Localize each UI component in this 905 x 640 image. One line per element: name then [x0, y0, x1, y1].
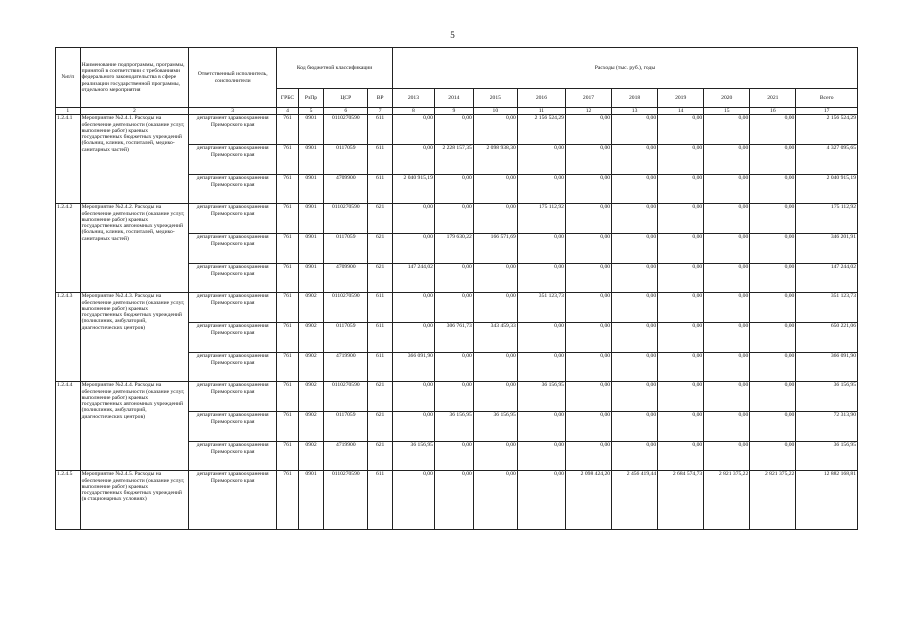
amount-cell: 0,00 [612, 382, 658, 412]
amount-cell: 36 156,95 [392, 442, 434, 471]
measure-number: 1.2.4.1 [56, 115, 81, 204]
rzpr-cell: 0902 [298, 412, 324, 442]
amount-cell: 0,00 [517, 264, 565, 293]
amount-cell: 0,00 [612, 353, 658, 382]
subheader-4: ВР [368, 89, 393, 108]
amount-cell: 0,00 [658, 145, 704, 175]
measure-name: Мероприятие №2.4.3. Расходы на обеспечение деятельности (оказание услуг, выполнение работ) краевых государственных бюджетных учреждений (поликлиник, амбулаторий, диагностических центров) [80, 293, 189, 382]
column-number-row [56, 108, 858, 115]
amount-cell: 650 221,06 [796, 323, 858, 353]
subheader-13: 2021 [750, 89, 796, 108]
amount-cell: 175 112,92 [517, 204, 565, 234]
amount-cell: 0,00 [750, 175, 796, 204]
amount-cell: 0,00 [565, 115, 611, 145]
amount-cell: 0,00 [612, 264, 658, 293]
amount-cell: 0,00 [434, 353, 473, 382]
amount-cell: 0,00 [392, 412, 434, 442]
executor-cell: департамент здравоохранения Приморского края [189, 175, 277, 204]
amount-cell: 0,00 [517, 145, 565, 175]
amount-cell: 0,00 [565, 234, 611, 264]
measure-number: 1.2.4.4 [56, 382, 81, 471]
vr-cell: 611 [368, 115, 393, 145]
amount-cell: 0,00 [392, 145, 434, 175]
amount-cell: 0,00 [392, 204, 434, 234]
executor-cell: департамент здравоохранения Приморского края [189, 323, 277, 353]
vr-cell: 621 [368, 412, 393, 442]
rzpr-cell: 0902 [298, 323, 324, 353]
amount-cell: 2 098 424,20 [565, 471, 611, 530]
rzpr-cell: 0901 [298, 175, 324, 204]
vr-cell: 621 [368, 382, 393, 412]
subheader-2: РзПр [298, 89, 324, 108]
rzpr-cell: 0901 [298, 471, 324, 530]
amount-cell: 0,00 [704, 412, 750, 442]
csr-cell: 0110270590 [324, 382, 368, 412]
amount-cell: 0,00 [565, 382, 611, 412]
col-header-num: №п/п [56, 48, 81, 108]
col-header-executor: Ответственный исполнитель, соисполнители [189, 48, 277, 108]
table-row [56, 382, 858, 412]
amount-cell: 0,00 [565, 264, 611, 293]
amount-cell: 2 821 375,22 [750, 471, 796, 530]
executor-cell: департамент здравоохранения Приморского края [189, 234, 277, 264]
amount-cell: 0,00 [473, 382, 517, 412]
column-number-5: 5 [298, 108, 324, 115]
amount-cell: 0,00 [434, 293, 473, 323]
table-row [56, 115, 858, 145]
amount-cell: 0,00 [658, 175, 704, 204]
amount-cell: 147 244,02 [392, 264, 434, 293]
amount-cell: 0,00 [392, 234, 434, 264]
executor-cell: департамент здравоохранения Приморского края [189, 412, 277, 442]
subheader-8: 2016 [517, 89, 565, 108]
amount-cell: 0,00 [704, 442, 750, 471]
column-number-4: 4 [277, 108, 299, 115]
column-number-9: 9 [434, 108, 473, 115]
amount-cell: 2 228 157,35 [434, 145, 473, 175]
column-number-7: 7 [368, 108, 393, 115]
subheader-7: 2015 [473, 89, 517, 108]
subheader-1: ГРБС [277, 89, 299, 108]
amount-cell: 0,00 [565, 175, 611, 204]
executor-cell: департамент здравоохранения Приморского края [189, 204, 277, 234]
amount-cell: 0,00 [473, 353, 517, 382]
amount-cell: 0,00 [704, 175, 750, 204]
amount-cell: 0,00 [434, 382, 473, 412]
amount-cell: 36 156,95 [796, 442, 858, 471]
amount-cell: 351 123,73 [517, 293, 565, 323]
amount-cell: 0,00 [434, 264, 473, 293]
amount-cell: 346 201,91 [796, 234, 858, 264]
grbs-cell: 761 [277, 175, 299, 204]
amount-cell: 2 156 524,29 [517, 115, 565, 145]
amount-cell: 0,00 [750, 234, 796, 264]
col-header-expenses: Расходы (тыс. руб.), годы [392, 48, 857, 89]
csr-cell: 4719900 [324, 442, 368, 471]
amount-cell: 0,00 [704, 382, 750, 412]
amount-cell: 0,00 [750, 412, 796, 442]
column-number-8: 8 [392, 108, 434, 115]
amount-cell: 0,00 [434, 175, 473, 204]
amount-cell: 0,00 [434, 115, 473, 145]
amount-cell: 0,00 [750, 442, 796, 471]
amount-cell: 0,00 [658, 442, 704, 471]
amount-cell: 0,00 [750, 204, 796, 234]
csr-cell: 4709900 [324, 175, 368, 204]
amount-cell: 2 156 524,29 [796, 115, 858, 145]
amount-cell: 72 313,90 [796, 412, 858, 442]
amount-cell: 2 040 915,19 [796, 175, 858, 204]
amount-cell: 0,00 [612, 442, 658, 471]
subheader-5: 2013 [392, 89, 434, 108]
csr-cell: 0110270590 [324, 204, 368, 234]
grbs-cell: 761 [277, 412, 299, 442]
executor-cell: департамент здравоохранения Приморского края [189, 353, 277, 382]
amount-cell: 2 456 419,44 [612, 471, 658, 530]
rzpr-cell: 0901 [298, 264, 324, 293]
column-number-16: 16 [750, 108, 796, 115]
executor-cell: департамент здравоохранения Приморского края [189, 442, 277, 471]
measure-number: 1.2.4.3 [56, 293, 81, 382]
amount-cell: 0,00 [612, 234, 658, 264]
amount-cell: 0,00 [434, 442, 473, 471]
subheader-3: ЦСР [324, 89, 368, 108]
amount-cell: 36 156,95 [473, 412, 517, 442]
amount-cell: 0,00 [704, 115, 750, 145]
amount-cell: 36 156,95 [796, 382, 858, 412]
grbs-cell: 761 [277, 264, 299, 293]
amount-cell: 0,00 [565, 204, 611, 234]
amount-cell: 0,00 [517, 442, 565, 471]
measure-name: Мероприятие №2.4.4. Расходы на обеспечение деятельности (оказание услуг, выполнение работ) краевых государственных автономных учреждений (поликлиник, амбулаторий, диагностических центров) [80, 382, 189, 471]
amount-cell: 2 098 938,30 [473, 145, 517, 175]
amount-cell: 0,00 [612, 115, 658, 145]
amount-cell: 0,00 [704, 145, 750, 175]
amount-cell: 0,00 [658, 353, 704, 382]
column-number-15: 15 [704, 108, 750, 115]
csr-cell: 4719900 [324, 353, 368, 382]
column-number-11: 11 [517, 108, 565, 115]
grbs-cell: 761 [277, 353, 299, 382]
amount-cell: 0,00 [750, 382, 796, 412]
vr-cell: 611 [368, 323, 393, 353]
amount-cell: 0,00 [750, 115, 796, 145]
subheader-10: 2018 [612, 89, 658, 108]
amount-cell: 351 123,73 [796, 293, 858, 323]
amount-cell: 0,00 [392, 115, 434, 145]
column-number-3: 3 [189, 108, 277, 115]
column-number-12: 12 [565, 108, 611, 115]
amount-cell: 0,00 [517, 412, 565, 442]
amount-cell: 0,00 [392, 382, 434, 412]
csr-cell: 0117059 [324, 145, 368, 175]
amount-cell: 0,00 [473, 175, 517, 204]
amount-cell: 0,00 [658, 204, 704, 234]
grbs-cell: 761 [277, 293, 299, 323]
grbs-cell: 761 [277, 471, 299, 530]
subheader-11: 2019 [658, 89, 704, 108]
rzpr-cell: 0901 [298, 234, 324, 264]
vr-cell: 621 [368, 442, 393, 471]
executor-cell: департамент здравоохранения Приморского края [189, 293, 277, 323]
rzpr-cell: 0901 [298, 204, 324, 234]
amount-cell: 2 040 915,19 [392, 175, 434, 204]
column-number-14: 14 [658, 108, 704, 115]
amount-cell: 0,00 [658, 382, 704, 412]
executor-cell: департамент здравоохранения Приморского края [189, 115, 277, 145]
amount-cell: 36 156,95 [434, 412, 473, 442]
col-header-name: Наименование подпрограммы, программы, принятой в соответствии с требованиями федерального законодательства в сфере реализации государственной программы, отдельного мероприятия [80, 48, 189, 108]
amount-cell: 12 882 168,81 [796, 471, 858, 530]
measure-number: 1.2.4.2 [56, 204, 81, 293]
amount-cell: 0,00 [392, 323, 434, 353]
measure-number: 1.2.4.5 [56, 471, 81, 530]
budget-table [55, 47, 858, 530]
column-number-1: 1 [56, 108, 81, 115]
amount-cell: 0,00 [517, 323, 565, 353]
amount-cell: 0,00 [658, 115, 704, 145]
amount-cell: 0,00 [658, 234, 704, 264]
subheader-9: 2017 [565, 89, 611, 108]
csr-cell: 0110270590 [324, 115, 368, 145]
amount-cell: 36 156,95 [517, 382, 565, 412]
grbs-cell: 761 [277, 204, 299, 234]
amount-cell: 147 244,02 [796, 264, 858, 293]
grbs-cell: 761 [277, 323, 299, 353]
vr-cell: 611 [368, 471, 393, 530]
amount-cell: 0,00 [434, 471, 473, 530]
measure-name: Мероприятие №2.4.2. Расходы на обеспечение деятельности (оказание услуг, выполнение работ) краевых государственных автономных учреждений (больниц, клиник, госпиталей, медико-санитарных частей) [80, 204, 189, 293]
amount-cell: 2 821 375,22 [704, 471, 750, 530]
amount-cell: 0,00 [658, 412, 704, 442]
amount-cell: 0,00 [658, 323, 704, 353]
vr-cell: 611 [368, 293, 393, 323]
grbs-cell: 761 [277, 234, 299, 264]
grbs-cell: 761 [277, 115, 299, 145]
amount-cell: 0,00 [612, 175, 658, 204]
subheader-6: 2014 [434, 89, 473, 108]
rzpr-cell: 0901 [298, 115, 324, 145]
amount-cell: 0,00 [704, 264, 750, 293]
amount-cell: 0,00 [565, 353, 611, 382]
column-number-17: 17 [796, 108, 858, 115]
amount-cell: 0,00 [434, 204, 473, 234]
amount-cell: 0,00 [658, 293, 704, 323]
rzpr-cell: 0902 [298, 382, 324, 412]
rzpr-cell: 0902 [298, 353, 324, 382]
amount-cell: 0,00 [565, 412, 611, 442]
amount-cell: 4 327 095,65 [796, 145, 858, 175]
amount-cell: 366 091,90 [392, 353, 434, 382]
amount-cell: 0,00 [392, 471, 434, 530]
grbs-cell: 761 [277, 382, 299, 412]
amount-cell: 0,00 [612, 412, 658, 442]
table-row [56, 471, 858, 530]
amount-cell: 0,00 [473, 115, 517, 145]
amount-cell: 0,00 [750, 145, 796, 175]
column-number-2: 2 [80, 108, 189, 115]
rzpr-cell: 0901 [298, 145, 324, 175]
executor-cell: департамент здравоохранения Приморского края [189, 145, 277, 175]
amount-cell: 0,00 [704, 293, 750, 323]
amount-cell: 343 459,33 [473, 323, 517, 353]
page-number: 5 [450, 30, 455, 40]
amount-cell: 0,00 [473, 442, 517, 471]
amount-cell: 175 112,92 [796, 204, 858, 234]
amount-cell: 0,00 [392, 293, 434, 323]
amount-cell: 0,00 [473, 471, 517, 530]
csr-cell: 0117059 [324, 412, 368, 442]
amount-cell: 0,00 [750, 323, 796, 353]
amount-cell: 0,00 [612, 323, 658, 353]
vr-cell: 621 [368, 234, 393, 264]
amount-cell: 0,00 [517, 471, 565, 530]
amount-cell: 0,00 [517, 234, 565, 264]
amount-cell: 2 684 574,73 [658, 471, 704, 530]
amount-cell: 0,00 [612, 145, 658, 175]
amount-cell: 0,00 [704, 353, 750, 382]
amount-cell: 366 091,90 [796, 353, 858, 382]
amount-cell: 179 630,22 [434, 234, 473, 264]
measure-name: Мероприятие №2.4.5. Расходы на обеспечение деятельности (оказание услуг, выполнение работ) краевых государственных бюджетных учреждений (в стационарных условиях) [80, 471, 189, 530]
vr-cell: 611 [368, 353, 393, 382]
column-number-10: 10 [473, 108, 517, 115]
amount-cell: 166 571,69 [473, 234, 517, 264]
csr-cell: 0110270590 [324, 471, 368, 530]
table-row [56, 204, 858, 234]
amount-cell: 0,00 [750, 264, 796, 293]
vr-cell: 621 [368, 264, 393, 293]
vr-cell: 621 [368, 204, 393, 234]
executor-cell: департамент здравоохранения Приморского края [189, 264, 277, 293]
amount-cell: 0,00 [750, 353, 796, 382]
amount-cell: 0,00 [473, 204, 517, 234]
grbs-cell: 761 [277, 145, 299, 175]
amount-cell: 0,00 [704, 204, 750, 234]
csr-cell: 0110270590 [324, 293, 368, 323]
amount-cell: 0,00 [750, 293, 796, 323]
amount-cell: 0,00 [473, 293, 517, 323]
amount-cell: 0,00 [517, 353, 565, 382]
amount-cell: 0,00 [565, 442, 611, 471]
executor-cell: департамент здравоохранения Приморского края [189, 382, 277, 412]
vr-cell: 611 [368, 175, 393, 204]
amount-cell: 0,00 [565, 145, 611, 175]
subheader-14: Всего [796, 89, 858, 108]
vr-cell: 611 [368, 145, 393, 175]
amount-cell: 306 761,73 [434, 323, 473, 353]
amount-cell: 0,00 [565, 293, 611, 323]
rzpr-cell: 0902 [298, 442, 324, 471]
csr-cell: 0117059 [324, 234, 368, 264]
column-number-13: 13 [612, 108, 658, 115]
executor-cell: департамент здравоохранения Приморского края [189, 471, 277, 530]
grbs-cell: 761 [277, 442, 299, 471]
amount-cell: 0,00 [612, 293, 658, 323]
column-number-6: 6 [324, 108, 368, 115]
measure-name: Мероприятие №2.4.1. Расходы на обеспечение деятельности (оказание услуг, выполнение работ) краевых государственных бюджетных учреждений (больниц, клиник, госпиталей, медико-санитарных частей) [80, 115, 189, 204]
amount-cell: 0,00 [473, 264, 517, 293]
amount-cell: 0,00 [658, 264, 704, 293]
table-row [56, 293, 858, 323]
amount-cell: 0,00 [612, 204, 658, 234]
subheader-12: 2020 [704, 89, 750, 108]
csr-cell: 4709900 [324, 264, 368, 293]
col-header-code: Код бюджетной классификации [277, 48, 393, 89]
amount-cell: 0,00 [704, 234, 750, 264]
csr-cell: 0117059 [324, 323, 368, 353]
amount-cell: 0,00 [704, 323, 750, 353]
amount-cell: 0,00 [565, 323, 611, 353]
rzpr-cell: 0902 [298, 293, 324, 323]
amount-cell: 0,00 [517, 175, 565, 204]
